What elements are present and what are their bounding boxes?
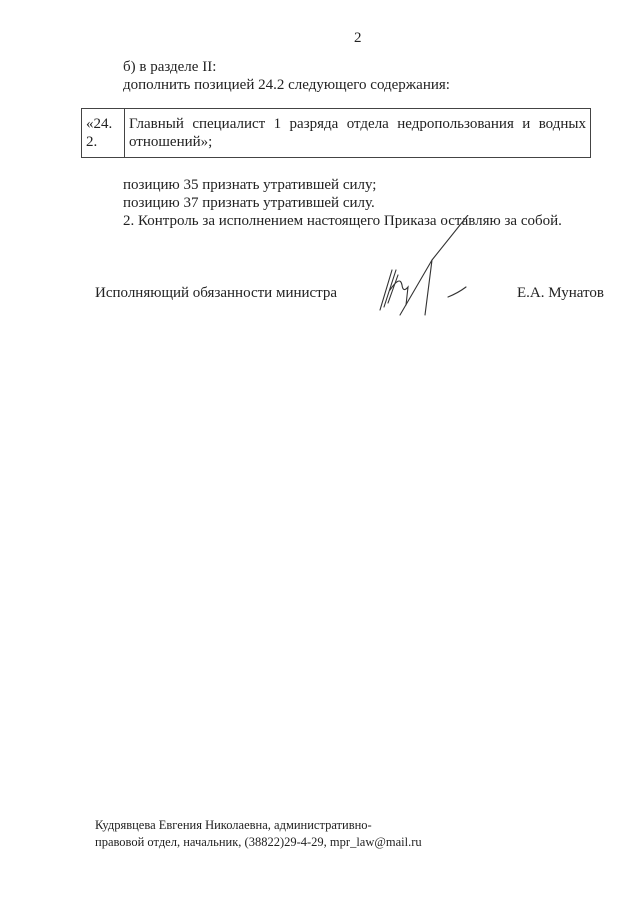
footer-line-2: правовой отдел, начальник, (38822)29-4-29, mpr_law@mail.ru xyxy=(95,835,422,849)
amendment-table xyxy=(81,108,591,158)
position-number-cell xyxy=(82,109,125,158)
position-number-line-2: 2. xyxy=(86,134,98,150)
handwritten-signature xyxy=(370,215,480,320)
body-line-2: позицию 37 признать утратившей силу. xyxy=(123,195,375,211)
intro-line-1: б) в разделе II: xyxy=(123,59,217,75)
body-line-1: позицию 35 признать утратившей силу; xyxy=(123,177,377,193)
signatory-name: Е.А. Мунатов xyxy=(517,285,604,301)
page-number: 2 xyxy=(354,30,362,46)
body-line-3: 2. Контроль за исполнением настоящего Приказа оставляю за собой. xyxy=(123,213,562,229)
intro-line-2: дополнить позицией 24.2 следующего содержания: xyxy=(123,77,450,93)
position-title-cell: Главный специалист 1 разряда отдела недропользования и водных отношений»; xyxy=(125,109,591,158)
table-row xyxy=(82,109,591,158)
signatory-position: Исполняющий обязанности министра xyxy=(95,285,338,301)
position-number-line-1: «24. xyxy=(86,116,113,132)
footer-line-1: Кудрявцева Евгения Николаевна, административно- xyxy=(95,818,372,832)
